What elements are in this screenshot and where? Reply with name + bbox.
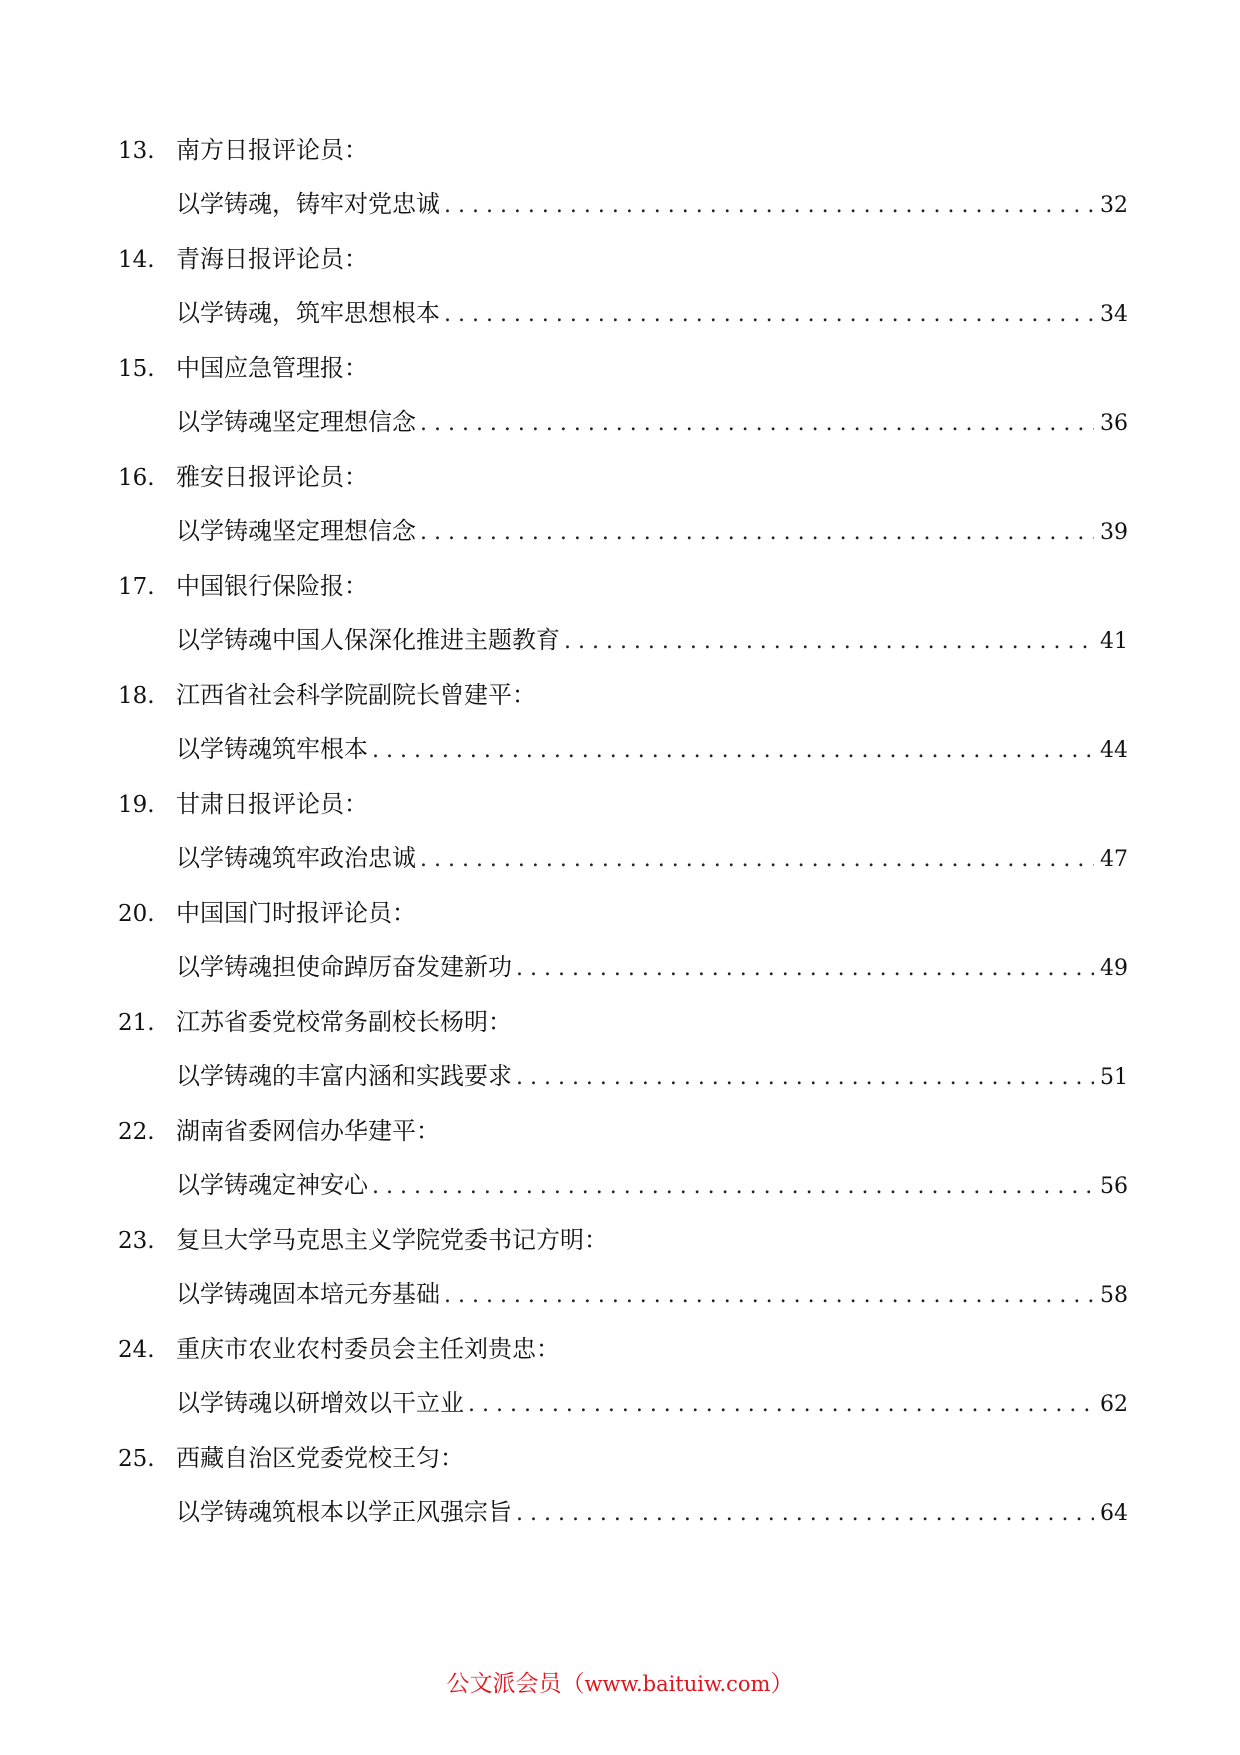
table-of-contents [118, 123, 1128, 1540]
toc-entry-title[interactable]: 以学铸魂筑牢根本 [176, 735, 368, 763]
dot-leader [368, 723, 1094, 778]
toc-entry-title[interactable]: 以学铸魂坚定理想信念 [176, 408, 416, 436]
toc-entry [118, 886, 1128, 995]
toc-entry-title[interactable]: 以学铸魂担使命踔厉奋发建新功 [176, 953, 512, 981]
toc-entry [118, 777, 1128, 886]
toc-entry-title-row[interactable] [176, 177, 1128, 232]
footer-open-paren: （ [561, 1671, 585, 1697]
toc-entry-heading [118, 1322, 1128, 1376]
dot-leader [416, 832, 1094, 887]
toc-entry-title-row[interactable] [176, 1267, 1128, 1322]
toc-entry-number: 21. [118, 1010, 155, 1036]
toc-entry-number: 20. [118, 901, 155, 927]
dot-leader [416, 505, 1094, 560]
toc-entry-page-number[interactable]: 44 [1100, 738, 1128, 763]
toc-entry [118, 559, 1128, 668]
toc-entry-heading [118, 559, 1128, 613]
toc-entry-heading [118, 123, 1128, 177]
toc-entry-number: 14. [118, 247, 155, 273]
footer-url-link[interactable]: www.baituiw.com [584, 1672, 771, 1696]
toc-entry [118, 1213, 1128, 1322]
toc-entry-page-number[interactable]: 62 [1100, 1392, 1128, 1417]
toc-entry-author: 南方日报评论员： [176, 136, 368, 164]
toc-entry-author: 雅安日报评论员： [176, 463, 368, 491]
toc-entry-page-number[interactable]: 32 [1100, 193, 1128, 218]
toc-entry [118, 1322, 1128, 1431]
dot-leader [440, 1268, 1094, 1323]
toc-entry-author: 江苏省委党校常务副校长杨明： [176, 1008, 512, 1036]
toc-entry-heading [118, 886, 1128, 940]
toc-entry-title[interactable]: 以学铸魂的丰富内涵和实践要求 [176, 1062, 512, 1090]
toc-entry-heading [118, 341, 1128, 395]
toc-entry-number: 19. [118, 792, 155, 818]
dot-leader [440, 287, 1094, 342]
toc-entry-heading [118, 450, 1128, 504]
toc-entry-title[interactable]: 以学铸魂以研增效以干立业 [176, 1389, 464, 1417]
toc-entry-heading [118, 232, 1128, 286]
footer-close-paren: ） [770, 1671, 794, 1697]
toc-entry-number: 23. [118, 1228, 155, 1254]
toc-entry-page-number[interactable]: 41 [1100, 629, 1128, 654]
toc-entry-number: 18. [118, 683, 155, 709]
toc-entry-title[interactable]: 以学铸魂筑根本以学正风强宗旨 [176, 1498, 512, 1526]
toc-entry-title-row[interactable] [176, 286, 1128, 341]
toc-entry-title-row[interactable] [176, 722, 1128, 777]
toc-entry-author: 西藏自治区党委党校王匀： [176, 1444, 464, 1472]
toc-entry-author: 湖南省委网信办华建平： [176, 1117, 440, 1145]
toc-entry-title-row[interactable] [176, 1485, 1128, 1540]
toc-entry-title-row[interactable] [176, 1376, 1128, 1431]
footer-brand: 公文派会员 [446, 1671, 562, 1697]
toc-entry-heading [118, 1104, 1128, 1158]
toc-entry-author: 复旦大学马克思主义学院党委书记方明： [176, 1226, 608, 1254]
toc-entry-page-number[interactable]: 51 [1100, 1065, 1128, 1090]
toc-entry [118, 1431, 1128, 1540]
dot-leader [512, 1486, 1094, 1541]
toc-entry-author: 重庆市农业农村委员会主任刘贵忠： [176, 1335, 560, 1363]
toc-entry-page-number[interactable]: 64 [1100, 1501, 1128, 1526]
dot-leader [560, 614, 1094, 669]
toc-entry-page-number[interactable]: 36 [1100, 411, 1128, 436]
toc-entry-page-number[interactable]: 58 [1100, 1283, 1128, 1308]
toc-entry [118, 668, 1128, 777]
toc-entry-title[interactable]: 以学铸魂中国人保深化推进主题教育 [176, 626, 560, 654]
toc-entry-author: 甘肃日报评论员： [176, 790, 368, 818]
toc-entry [118, 123, 1128, 232]
toc-entry-heading [118, 777, 1128, 831]
toc-entry-page-number[interactable]: 39 [1100, 520, 1128, 545]
toc-entry-author: 中国应急管理报： [176, 354, 368, 382]
toc-entry-author: 江西省社会科学院副院长曾建平： [176, 681, 536, 709]
toc-entry-title[interactable]: 以学铸魂固本培元夯基础 [176, 1280, 440, 1308]
toc-entry-number: 15. [118, 356, 155, 382]
toc-entry-title[interactable]: 以学铸魂坚定理想信念 [176, 517, 416, 545]
toc-entry-title-row[interactable] [176, 1158, 1128, 1213]
toc-entry-author: 中国国门时报评论员： [176, 899, 416, 927]
toc-entry-heading [118, 995, 1128, 1049]
toc-entry [118, 232, 1128, 341]
dot-leader [464, 1377, 1094, 1432]
dot-leader [416, 396, 1094, 451]
toc-entry-title-row[interactable] [176, 395, 1128, 450]
toc-entry-page-number[interactable]: 47 [1100, 847, 1128, 872]
toc-entry-title-row[interactable] [176, 613, 1128, 668]
toc-entry-title[interactable]: 以学铸魂定神安心 [176, 1171, 368, 1199]
toc-entry-number: 22. [118, 1119, 155, 1145]
toc-entry-title[interactable]: 以学铸魂筑牢政治忠诚 [176, 844, 416, 872]
dot-leader [512, 1050, 1094, 1105]
toc-entry-heading [118, 668, 1128, 722]
toc-entry-title-row[interactable] [176, 940, 1128, 995]
toc-entry-heading [118, 1431, 1128, 1485]
toc-entry-author: 青海日报评论员： [176, 245, 368, 273]
toc-entry-number: 24. [118, 1337, 155, 1363]
toc-entry [118, 341, 1128, 450]
toc-entry-title-row[interactable] [176, 1049, 1128, 1104]
dot-leader [512, 941, 1094, 996]
toc-entry-title[interactable]: 以学铸魂，筑牢思想根本 [176, 299, 440, 327]
toc-entry [118, 450, 1128, 559]
toc-entry-heading [118, 1213, 1128, 1267]
toc-entry-author: 中国银行保险报： [176, 572, 368, 600]
toc-entry [118, 1104, 1128, 1213]
toc-entry-number: 17. [118, 574, 155, 600]
toc-entry-number: 16. [118, 465, 155, 491]
toc-entry-title-row[interactable] [176, 831, 1128, 886]
toc-entry [118, 995, 1128, 1104]
toc-entry-page-number[interactable]: 56 [1100, 1174, 1128, 1199]
toc-entry-title-row[interactable] [176, 504, 1128, 559]
dot-leader [440, 178, 1094, 233]
footer-watermark [0, 1665, 1240, 1698]
toc-entry-number: 25. [118, 1446, 155, 1472]
toc-entry-page-number[interactable]: 34 [1100, 302, 1128, 327]
toc-entry-page-number[interactable]: 49 [1100, 956, 1128, 981]
toc-entry-number: 13. [118, 138, 155, 164]
toc-entry-title[interactable]: 以学铸魂，铸牢对党忠诚 [176, 190, 440, 218]
dot-leader [368, 1159, 1094, 1214]
